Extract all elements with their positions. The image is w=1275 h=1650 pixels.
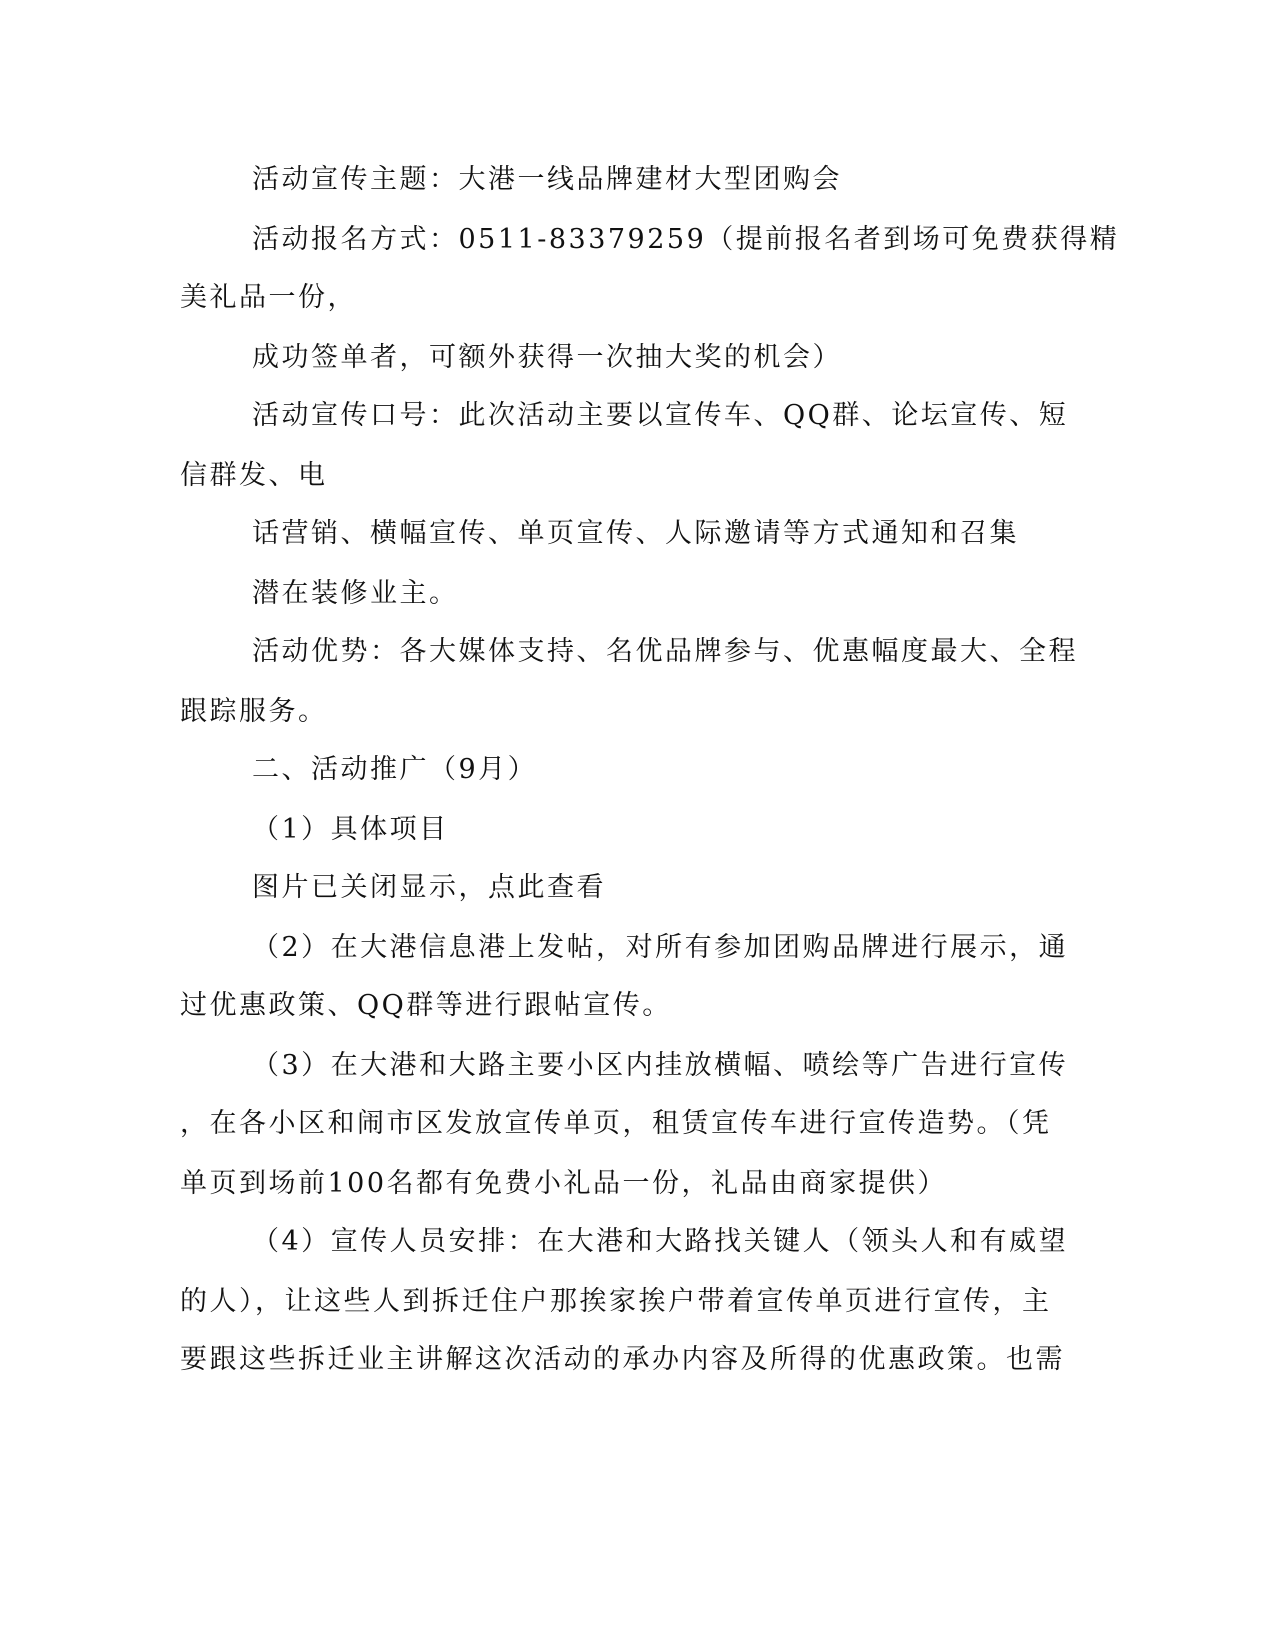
line-slogan-cont-1: 信群发、电: [180, 460, 328, 491]
line-theme: 活动宣传主题：大港一线品牌建材大型团购会: [252, 164, 842, 195]
item-3-cont-1: ，在各小区和闹市区发放宣传单页，租赁宣传车进行宣传造势。（凭: [180, 1108, 1052, 1139]
item-3-cont-2: 单页到场前100名都有免费小礼品一份，礼品由商家提供）: [180, 1168, 948, 1199]
line-registration-cont: 美礼品一份，: [180, 282, 357, 313]
item-2: （2）在大港信息港上发帖，对所有参加团购品牌进行展示，通: [252, 932, 1069, 963]
line-slogan-cont-3: 潜在装修业主。: [252, 578, 459, 609]
line-advantages-cont: 跟踪服务。: [180, 696, 328, 727]
item-4: （4）宣传人员安排：在大港和大路找关键人（领头人和有威望: [252, 1226, 1069, 1257]
line-registration: 活动报名方式：0511-83379259（提前报名者到场可免费获得精: [252, 224, 1120, 255]
line-advantages: 活动优势：各大媒体支持、名优品牌参与、优惠幅度最大、全程: [252, 636, 1078, 667]
line-slogan: 活动宣传口号：此次活动主要以宣传车、QQ群、论坛宣传、短: [252, 400, 1069, 431]
item-1-heading: （1）具体项目: [252, 814, 449, 845]
line-slogan-cont-2: 话营销、横幅宣传、单页宣传、人际邀请等方式通知和召集: [252, 518, 1019, 549]
line-signing-bonus: 成功签单者，可额外获得一次抽大奖的机会）: [252, 342, 842, 373]
item-4-cont-2: 要跟这些拆迁业主讲解这次活动的承办内容及所得的优惠政策。也需: [180, 1344, 1065, 1375]
item-4-cont-1: 的人），让这些人到拆迁住户那挨家挨户带着宣传单页进行宣传，主: [180, 1286, 1052, 1317]
image-hidden-notice: 图片已关闭显示，点此查看: [252, 872, 606, 903]
item-2-cont: 过优惠政策、QQ群等进行跟帖宣传。: [180, 990, 672, 1021]
item-3: （3）在大港和大路主要小区内挂放横幅、喷绘等广告进行宣传: [252, 1050, 1069, 1081]
section-heading-promotion: 二、活动推广（9月）: [252, 754, 538, 785]
